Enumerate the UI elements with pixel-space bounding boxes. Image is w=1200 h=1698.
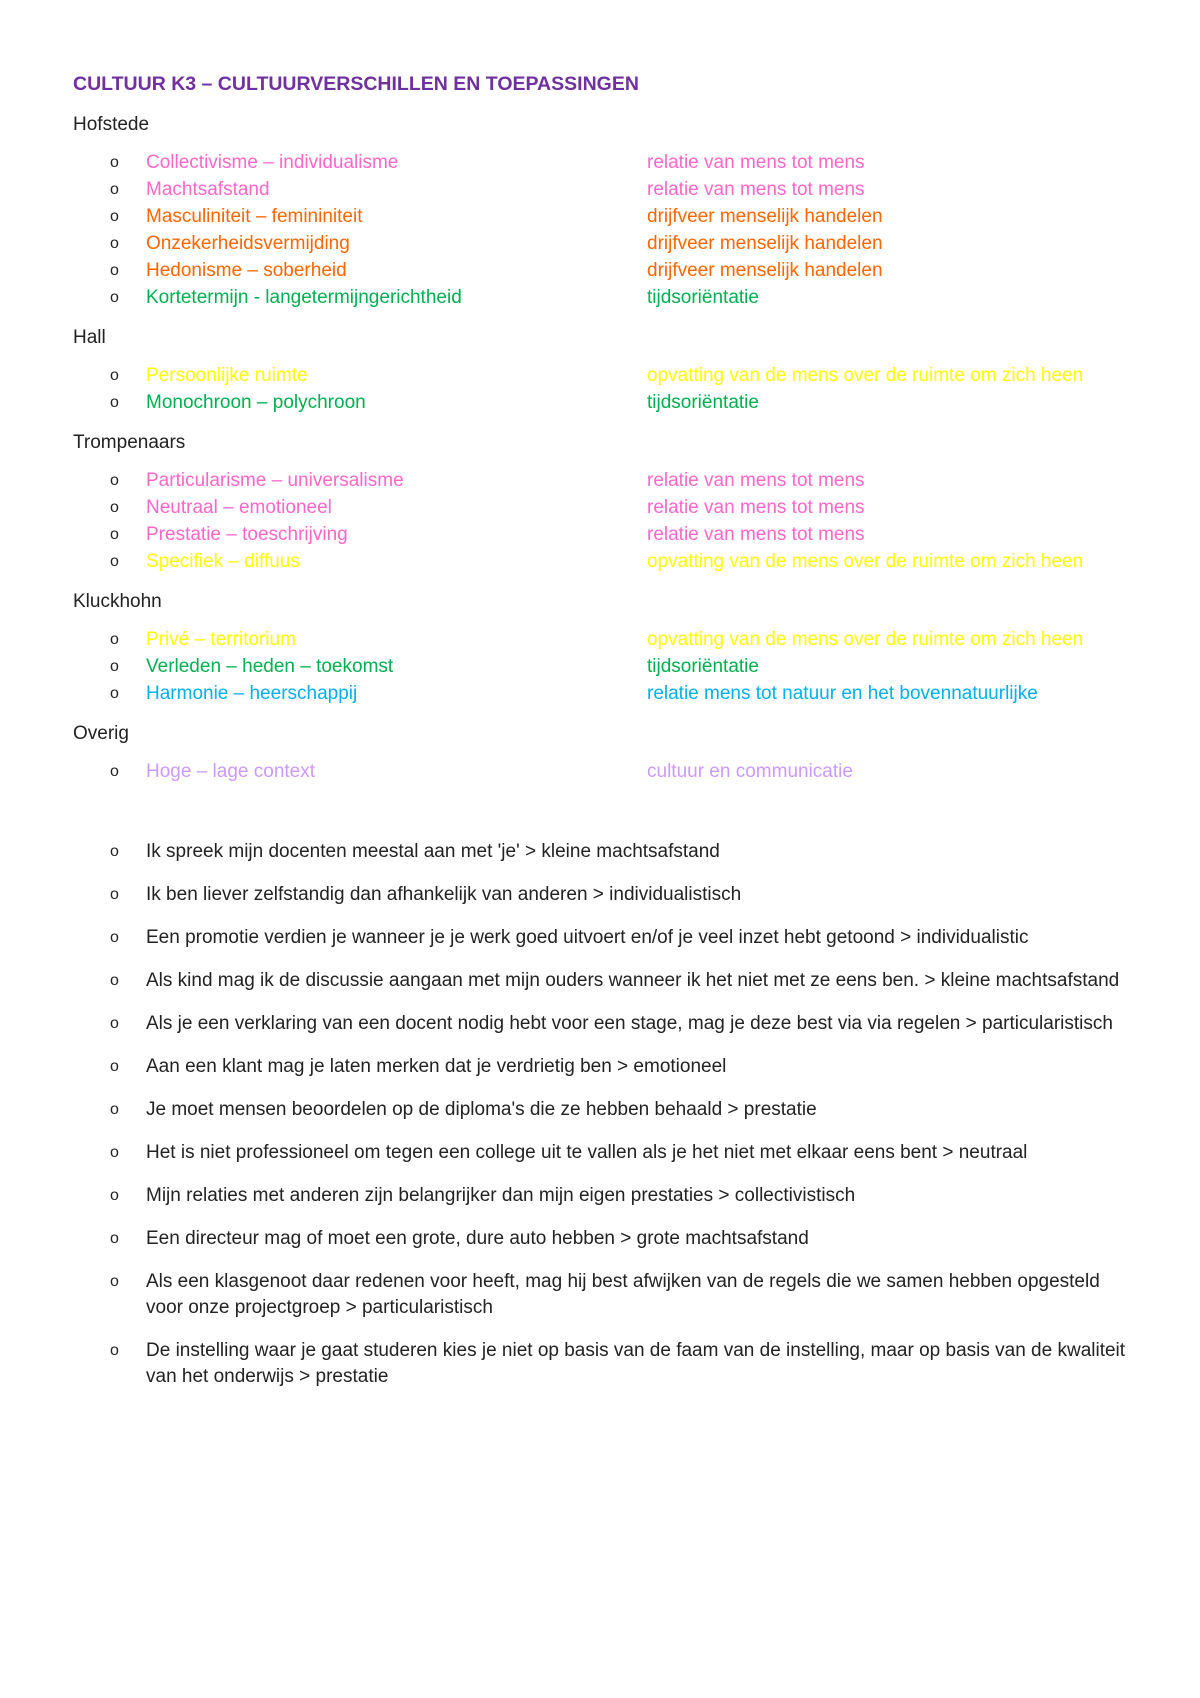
section-heading: Hall [73,327,106,348]
dimension-term: Persoonlijke ruimte [146,365,308,386]
bullet-icon: o [110,235,119,252]
dimension-term: Onzekerheidsvermijding [146,233,350,254]
statement-list [73,839,1133,1390]
dimension-term: Verleden – heden – toekomst [146,656,394,677]
list-item [73,203,1133,230]
dimension-category: tijdsoriëntatie [647,656,759,677]
dimension-term: Hedonisme – soberheid [146,260,347,281]
dimension-category: opvatting van de mens over de ruimte om zich heen [647,365,1084,386]
statement-text: Als een klasgenoot daar redenen voor heeft, mag hij best afwijken van de regels die we samen hebben opgesteld voor onze projectgroep > particularistisch [146,1271,1100,1318]
bullet-icon: o [110,208,119,225]
statement-text: Als kind mag ik de discussie aangaan met mijn ouders wanneer ik het niet met ze eens ben. > kleine machtsafstand [146,970,1120,991]
term-list [73,467,1133,575]
statement-text: Als je een verklaring van een docent nodig hebt voor een stage, mag je deze best via via regelen > particularistisch [146,1013,1113,1034]
dimension-category: opvatting van de mens over de ruimte om zich heen [647,551,1084,572]
dimension-term: Specifiek – diffuus [146,551,300,572]
list-item [73,149,1133,176]
list-item [73,284,1133,311]
term-list [73,626,1133,707]
term-list [73,362,1133,416]
statement-item [73,1054,1133,1080]
statement-item [73,1097,1133,1123]
list-item [73,653,1133,680]
dimension-category: cultuur en communicatie [647,761,853,782]
bullet-icon: o [110,1273,119,1290]
statement-text: Ik ben liever zelfstandig dan afhankelijk van anderen > individualistisch [146,884,742,905]
dimension-term: Particularisme – universalisme [146,470,404,491]
bullet-icon: o [110,499,119,516]
dimension-category: opvatting van de mens over de ruimte om zich heen [647,629,1084,650]
term-list [73,149,1133,311]
list-item [73,257,1133,284]
statement-item [73,1226,1133,1252]
bullet-icon: o [110,154,119,171]
list-item [73,176,1133,203]
dimension-category: relatie van mens tot mens [647,470,865,491]
statement-item [73,1338,1133,1390]
statement-text: Ik spreek mijn docenten meestal aan met 'je' > kleine machtsafstand [146,841,720,862]
list-item [73,494,1133,521]
bullet-icon: o [110,553,119,570]
statement-text: Een directeur mag of moet een grote, dure auto hebben > grote machtsafstand [146,1228,809,1249]
statement-item [73,1183,1133,1209]
statement-text: Mijn relaties met anderen zijn belangrijker dan mijn eigen prestaties > collectivistisch [146,1185,856,1206]
dimension-category: relatie van mens tot mens [647,152,865,173]
list-item [73,758,1133,785]
bullet-icon: o [110,1058,119,1075]
bullet-icon: o [110,843,119,860]
dimension-term: Prestatie – toeschrijving [146,524,348,545]
bullet-icon: o [110,181,119,198]
list-item [73,467,1133,494]
section-heading: Overig [73,723,129,744]
dimension-term: Monochroon – polychroon [146,392,366,413]
dimension-term: Collectivisme – individualisme [146,152,399,173]
list-item [73,680,1133,707]
list-item [73,389,1133,416]
bullet-icon: o [110,1015,119,1032]
bullet-icon: o [110,1230,119,1247]
dimension-category: relatie van mens tot mens [647,524,865,545]
dimension-category: relatie van mens tot mens [647,179,865,200]
bullet-icon: o [110,394,119,411]
term-list [73,758,1133,785]
bullet-icon: o [110,886,119,903]
dimension-term: Harmonie – heerschappij [146,683,358,704]
bullet-icon: o [110,972,119,989]
list-item [73,521,1133,548]
dimension-category: drijfveer menselijk handelen [647,206,883,227]
dimension-category: tijdsoriëntatie [647,287,759,308]
list-item [73,626,1133,653]
dimension-term: Neutraal – emotioneel [146,497,332,518]
bullet-icon: o [110,1342,119,1359]
dimension-sections [73,114,1133,785]
bullet-icon: o [110,631,119,648]
dimension-term: Machtsafstand [146,179,270,200]
bullet-icon: o [110,262,119,279]
statement-item [73,968,1133,994]
statement-item [73,1140,1133,1166]
statement-text: De instelling waar je gaat studeren kies je niet op basis van de faam van de instelling, maar op basis van de kwaliteit van het onderwijs > prestatie [146,1340,1126,1387]
dimension-term: Privé – territorium [146,629,296,650]
bullet-icon: o [110,763,119,780]
statement-text: Een promotie verdien je wanneer je je werk goed uitvoert en/of je veel inzet hebt getoond > individualistic [146,927,1029,948]
dimension-category: relatie mens tot natuur en het bovennatuurlijke [647,683,1038,704]
list-item [73,230,1133,257]
bullet-icon: o [110,929,119,946]
dimension-category: drijfveer menselijk handelen [647,233,883,254]
bullet-icon: o [110,367,119,384]
section-heading: Hofstede [73,114,150,135]
statement-item [73,925,1133,951]
section-heading: Kluckhohn [73,591,162,612]
section-heading: Trompenaars [73,432,186,453]
statement-text: Het is niet professioneel om tegen een college uit te vallen als je het niet met elkaar eens bent > neutraal [146,1142,1028,1163]
bullet-icon: o [110,289,119,306]
dimension-term: Kortetermijn - langetermijngerichtheid [146,287,462,308]
statement-item [73,1011,1133,1037]
dimension-category: drijfveer menselijk handelen [647,260,883,281]
bullet-icon: o [110,658,119,675]
dimension-category: relatie van mens tot mens [647,497,865,518]
dimension-term: Hoge – lage context [146,761,316,782]
dimension-category: tijdsoriëntatie [647,392,759,413]
statement-item [73,1269,1133,1321]
statement-text: Aan een klant mag je laten merken dat je verdrietig ben > emotioneel [146,1056,727,1077]
bullet-icon: o [110,685,119,702]
bullet-icon: o [110,472,119,489]
statement-item [73,882,1133,908]
statement-item [73,839,1133,865]
bullet-icon: o [110,1187,119,1204]
bullet-icon: o [110,1144,119,1161]
statement-text: Je moet mensen beoordelen op de diploma's die ze hebben behaald > prestatie [146,1099,817,1120]
bullet-icon: o [110,1101,119,1118]
list-item [73,362,1133,389]
document-page [73,72,1133,1407]
list-item [73,548,1133,575]
dimension-term: Masculiniteit – femininiteit [146,206,363,227]
page-title: CULTUUR K3 – CULTUURVERSCHILLEN EN TOEPASSINGEN [73,73,639,95]
bullet-icon: o [110,526,119,543]
